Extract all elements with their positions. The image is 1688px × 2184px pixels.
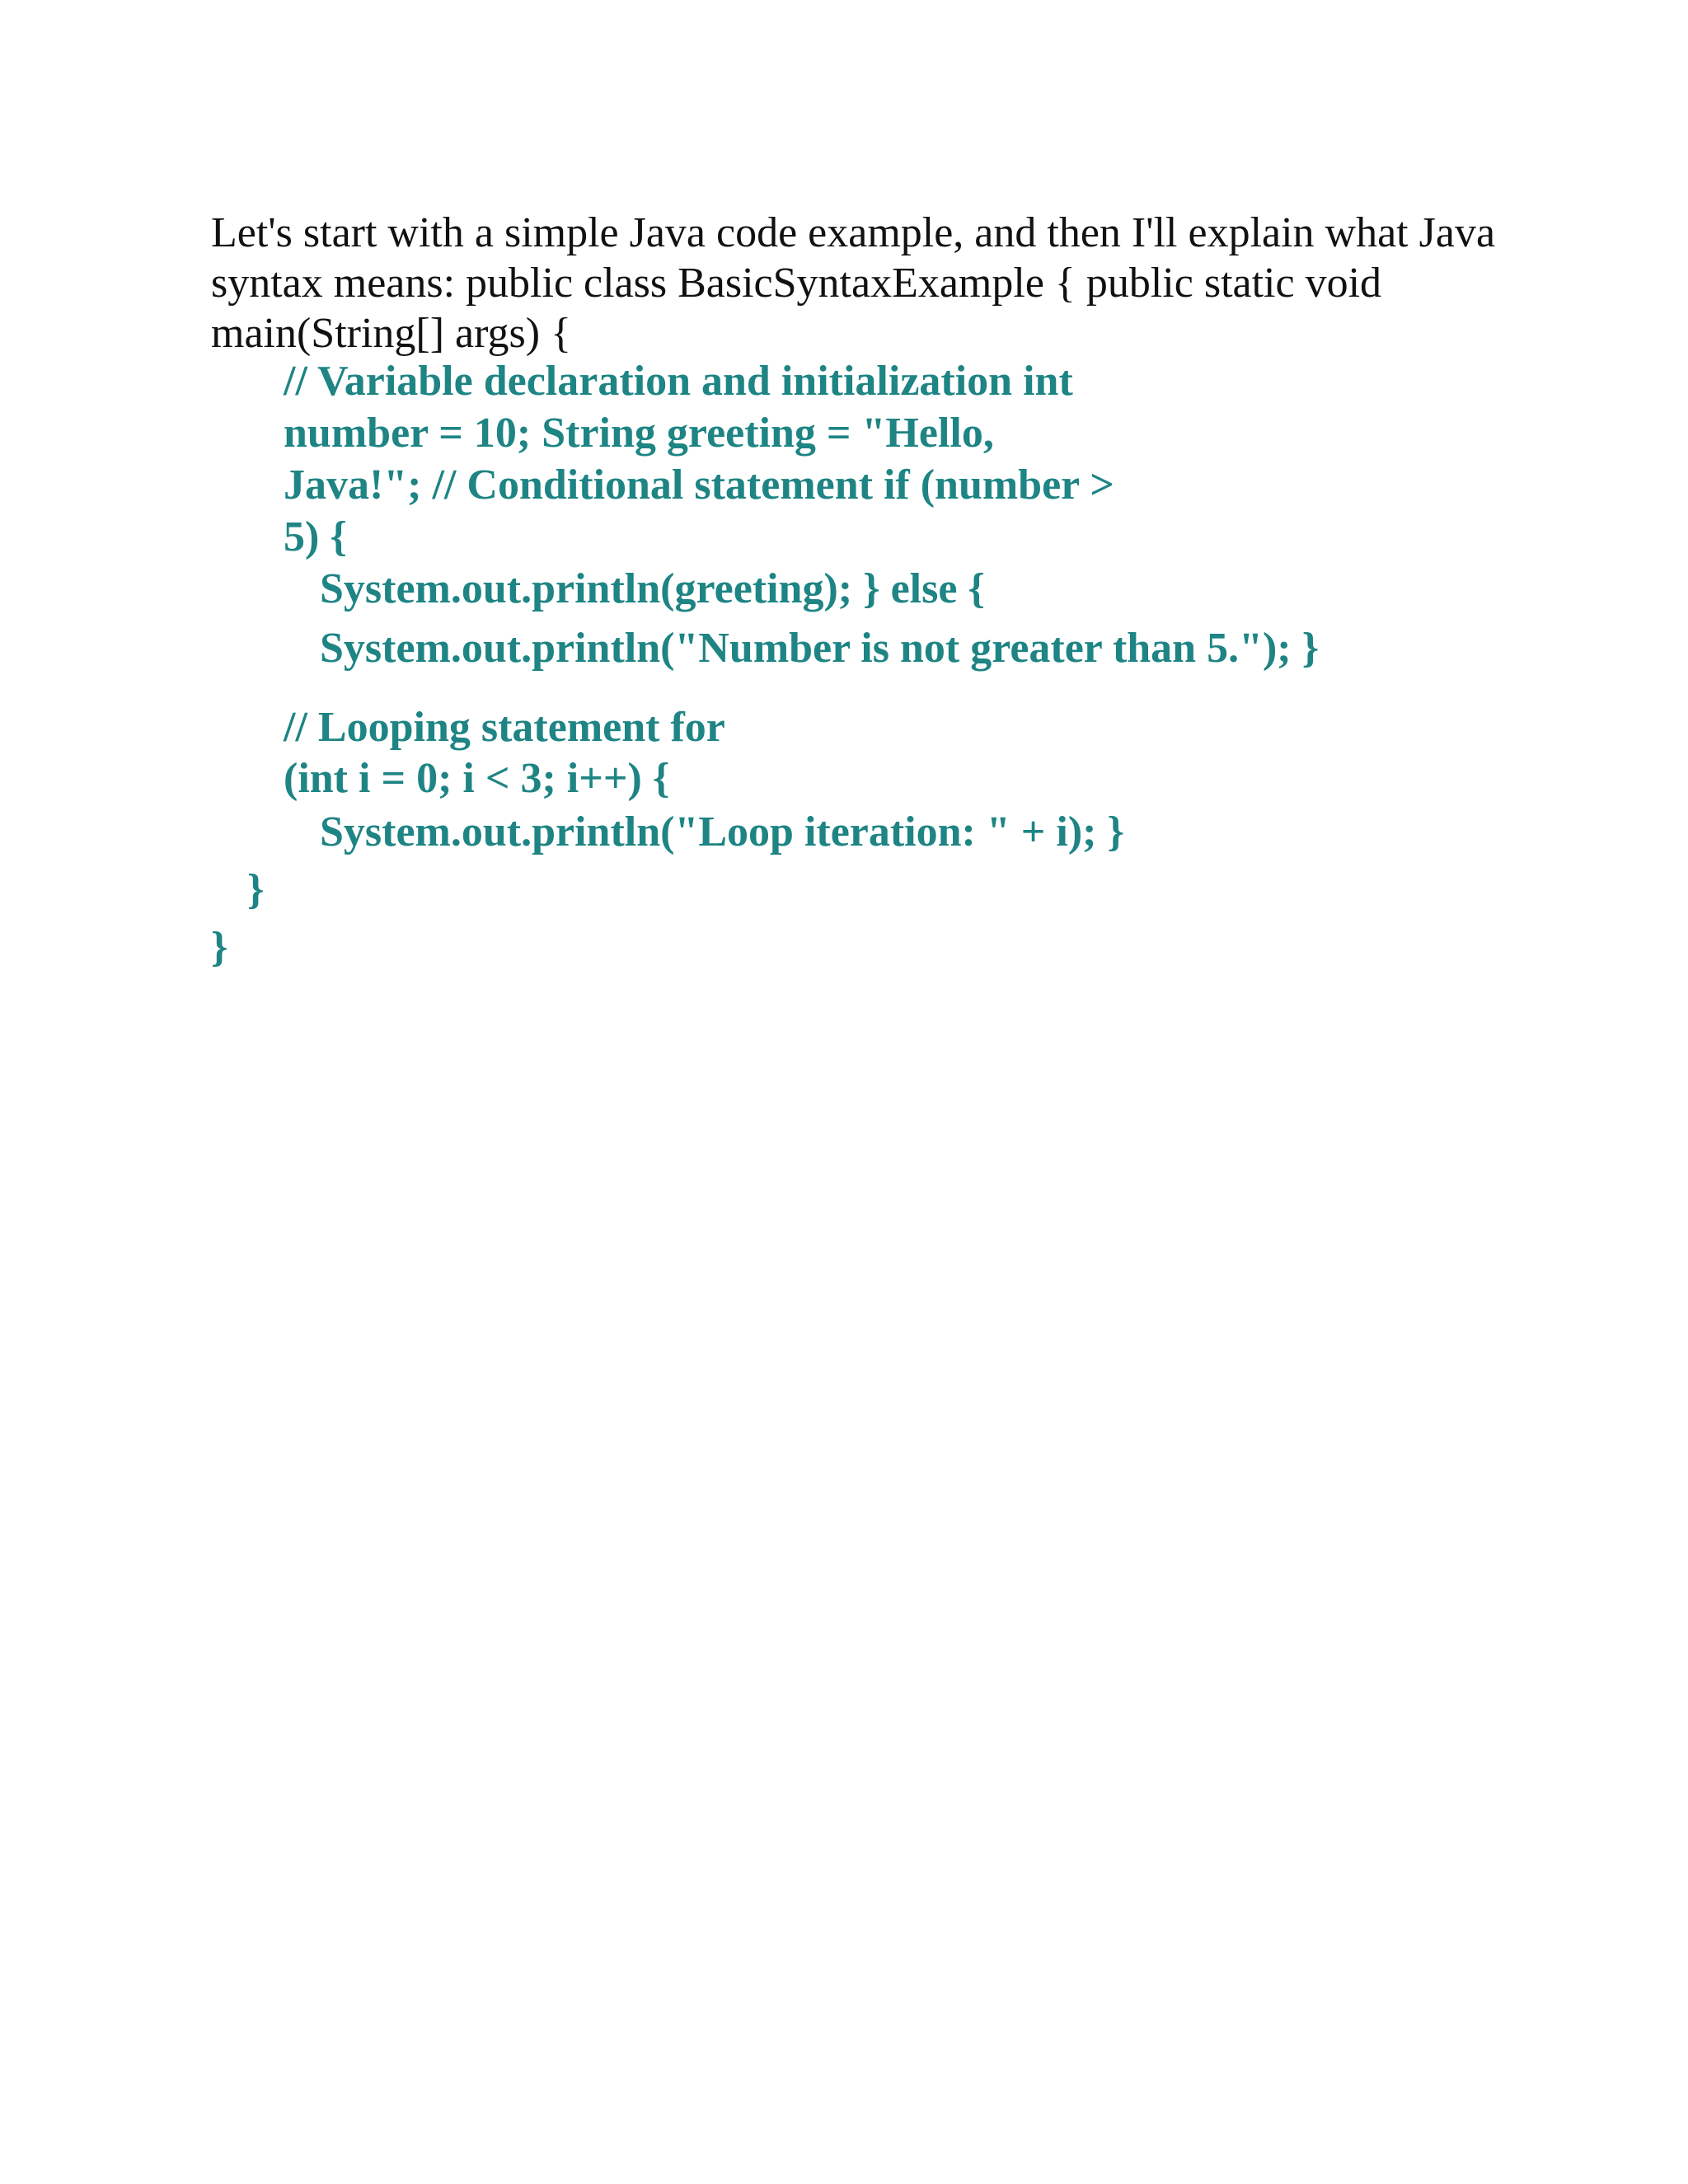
- code-line-11: }: [211, 924, 228, 971]
- code-line-8: (int i = 0; i < 3; i++) {: [284, 755, 670, 802]
- intro-line-2: syntax means: public class BasicSyntaxExample { public static void: [211, 260, 1382, 307]
- intro-paragraph: [211, 208, 1497, 359]
- code-line-10: }: [247, 866, 265, 913]
- code-line-7: // Looping statement for: [284, 704, 725, 751]
- code-line-2: number = 10; String greeting = "Hello,: [284, 410, 994, 457]
- code-line-9: System.out.println("Loop iteration: " + i); }: [320, 808, 1124, 855]
- code-line-1: // Variable declaration and initialization int: [284, 358, 1073, 405]
- code-line-6: System.out.println("Number is not greater than 5."); }: [320, 625, 1320, 672]
- code-line-5: System.out.println(greeting); } else {: [320, 565, 985, 612]
- code-line-4: 5) {: [284, 513, 347, 560]
- code-line-3: Java!"; // Conditional statement if (number >: [284, 462, 1114, 509]
- intro-line-1: Let's start with a simple Java code example, and then I'll explain what Java: [211, 209, 1496, 256]
- intro-line-3: main(String[] args) {: [211, 310, 572, 357]
